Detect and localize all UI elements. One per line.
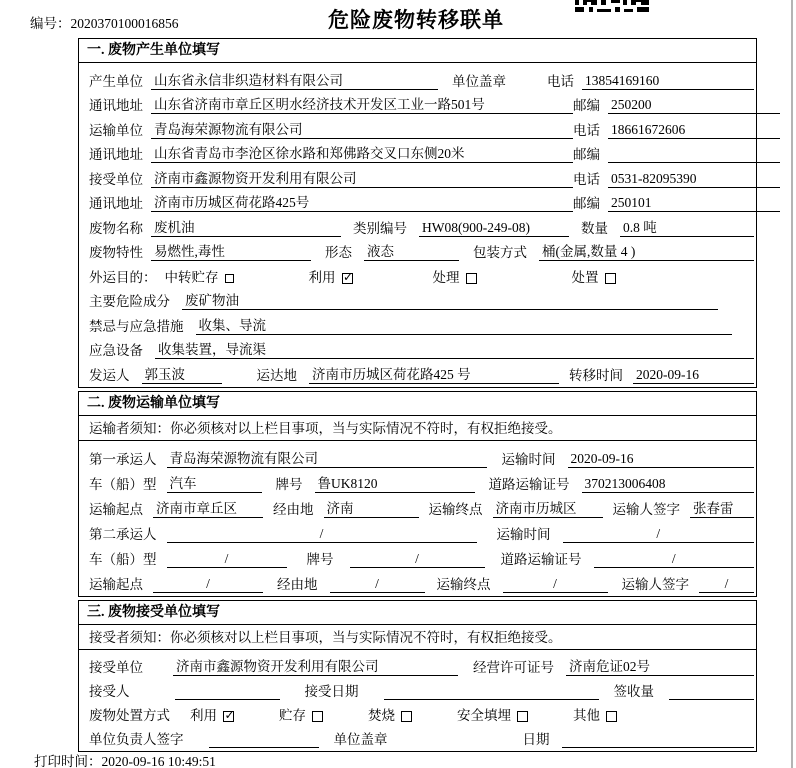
transporter-zip-value	[608, 146, 780, 163]
checkbox-checked-icon: ✓	[224, 707, 235, 722]
route2-sign-label: 运输人签字	[621, 576, 689, 592]
route1-start-label: 运输起点	[89, 501, 143, 517]
responsible-signature-label: 单位负责人签字	[89, 731, 184, 747]
route2-end-label: 运输终点	[436, 576, 491, 592]
producer-row	[89, 65, 754, 90]
vehicle2-plate-value: /	[350, 551, 485, 568]
checkbox-icon	[466, 273, 477, 284]
vehicle2-plate-label: 牌号	[306, 551, 334, 567]
carrier2-value: /	[167, 526, 477, 543]
waste-qty-value: 0.8 吨	[620, 220, 754, 237]
vehicle1-type-label: 车（船）型	[89, 476, 157, 492]
emergency-equipment-value: 收集装置，导流渠	[155, 342, 754, 359]
waste-name-row	[89, 212, 754, 237]
waste-props-value: 易燃性,毒性	[151, 244, 311, 261]
receiver-phone-label: 电话	[573, 171, 600, 187]
receiver-label: 接受单位	[89, 171, 143, 187]
route2-start-value: /	[153, 576, 263, 593]
signed-qty-label: 签收量	[613, 683, 654, 699]
destination-value: 济南市历城区荷花路425 号	[309, 367, 559, 384]
transporter-zip-label: 邮编	[573, 147, 600, 162]
section-transport	[78, 391, 757, 597]
section-receive	[78, 600, 757, 752]
emergency-measures-row	[89, 310, 754, 335]
document-header	[0, 0, 796, 38]
route1-sign-label: 运输人签字	[612, 501, 680, 517]
purpose-row	[89, 261, 754, 286]
hazard-row	[89, 286, 754, 311]
disposal-option-landfill: 安全填埋	[457, 707, 528, 724]
date-label: 日期	[522, 731, 550, 747]
print-time-label: 打印时间：	[34, 754, 102, 768]
section-receive-body	[79, 650, 756, 751]
dispatch-row	[89, 359, 754, 384]
receiver-zip-value: 250101	[608, 195, 780, 212]
producer-value: 山东省永信非织造材料有限公司	[151, 73, 438, 90]
accept-date-label: 接受日期	[304, 683, 359, 699]
receiver-row	[89, 163, 754, 188]
route1-via-value: 济南	[324, 501, 419, 518]
section-receive-title: 三. 废物接受单位填写	[79, 601, 756, 625]
producer-address-label: 通讯地址	[89, 98, 143, 113]
carrier1-time-label: 运输时间	[501, 451, 556, 467]
section-transport-title: 二. 废物运输单位填写	[79, 392, 756, 416]
receive-unit-label: 接受单位	[89, 659, 143, 675]
vehicle1-license-value: 370213006408	[582, 476, 755, 493]
page-edge-line	[791, 0, 793, 768]
carrier2-time-label: 运输时间	[496, 526, 551, 542]
vehicle2-type-value: /	[167, 551, 287, 568]
operating-license-value: 济南危证02号	[566, 659, 754, 676]
route2-start-label: 运输起点	[89, 576, 143, 592]
vehicle1-plate-value: 鲁UK8120	[315, 476, 475, 493]
unit-stamp-label: 单位盖章	[333, 731, 388, 747]
packing-value: 桶(金属,数量 4 )	[539, 244, 754, 261]
disposal-option-store: 贮存	[279, 707, 323, 724]
purpose-label: 外运目的：	[89, 269, 157, 285]
waste-form-value: 液态	[364, 244, 459, 261]
producer-address-row	[89, 90, 754, 115]
waste-category-value: HW08(900-249-08)	[419, 220, 569, 237]
disposal-row	[89, 700, 754, 724]
disposal-option-utilize: 利用 ✓	[190, 707, 235, 723]
waste-name-label: 废物名称	[89, 220, 143, 236]
document-number-label: 编号：	[30, 16, 71, 31]
checkbox-icon	[517, 711, 528, 722]
receive-notice: 接受者须知：你必须核对以上栏目事项，当与实际情况不符时，有权拒绝接受。	[79, 625, 756, 650]
disposal-option-other: 其他	[573, 707, 617, 724]
accept-row	[89, 676, 754, 700]
transporter-address-row	[89, 139, 754, 164]
route1-row	[89, 493, 754, 518]
hazard-label: 主要危险成分	[89, 294, 170, 309]
receiver-address-value: 济南市历城区荷花路425号	[151, 195, 573, 212]
print-time	[34, 750, 216, 768]
producer-phone-label: 电话	[547, 73, 574, 89]
document-number-value: 2020370100016856	[70, 16, 179, 31]
disposal-label: 废物处置方式	[89, 707, 170, 723]
transfer-time-label: 转移时间	[569, 367, 623, 383]
document-title: 危险废物转移联单	[328, 8, 504, 32]
section-producer	[78, 38, 757, 388]
transport-notice: 运输者须知：你必须核对以上栏目事项，当与实际情况不符时，有权拒绝接受。	[79, 416, 756, 441]
vehicle1-row	[89, 468, 754, 493]
signed-qty-value	[669, 683, 754, 700]
carrier2-row	[89, 518, 754, 543]
transporter-row	[89, 114, 754, 139]
purpose-option-utilize: 利用 ✓	[308, 269, 354, 285]
producer-stamp-label: 单位盖章	[452, 73, 506, 89]
carrier2-time-value: /	[563, 526, 755, 543]
route2-end-value: /	[503, 576, 608, 593]
print-time-value: 2020-09-16 10:49:51	[101, 754, 216, 768]
emergency-equipment-label: 应急设备	[89, 343, 143, 358]
producer-address-value: 山东省济南市章丘区明水经济技术开发区工业一路501号	[151, 97, 573, 114]
emergency-measures-value: 收集、导流	[196, 318, 733, 335]
waste-name-value: 废机油	[151, 220, 341, 237]
dispatcher-label: 发运人	[89, 367, 130, 383]
section-transport-body	[79, 441, 756, 596]
transporter-address-label: 通讯地址	[89, 147, 143, 162]
transporter-phone-value: 18661672606	[608, 122, 780, 139]
checkbox-icon	[225, 274, 234, 283]
waste-props-label: 废物特性	[89, 245, 143, 260]
transporter-address-value: 山东省青岛市李沧区徐水路和郑佛路交叉口东侧20米	[151, 146, 573, 163]
route1-via-label: 经由地	[273, 501, 314, 517]
route1-end-label: 运输终点	[428, 501, 483, 517]
date-value	[562, 731, 755, 748]
accept-date-value	[384, 683, 599, 700]
purpose-option-dispose: 处置	[572, 269, 616, 286]
waste-form-label: 形态	[325, 245, 352, 260]
carrier1-time-value: 2020-09-16	[568, 451, 755, 468]
receive-unit-value: 济南市鑫源物资开发利用有限公司	[173, 659, 458, 676]
producer-label: 产生单位	[89, 73, 143, 89]
accept-person-value	[175, 683, 280, 700]
transporter-label: 运输单位	[89, 122, 143, 138]
carrier1-label: 第一承运人	[89, 451, 157, 467]
receiver-phone-value: 0531-82095390	[608, 171, 780, 188]
waste-category-label: 类别编号	[353, 220, 407, 236]
carrier2-label: 第二承运人	[89, 526, 157, 542]
operating-license-label: 经营许可证号	[473, 659, 554, 675]
route1-sign-value: 张春雷	[690, 501, 754, 518]
vehicle2-row	[89, 543, 754, 568]
section-producer-body	[79, 63, 756, 387]
checkbox-icon	[401, 711, 412, 722]
route2-via-value: /	[330, 576, 425, 593]
receiver-address-row	[89, 188, 754, 213]
receiver-address-label: 通讯地址	[89, 196, 143, 211]
transporter-phone-label: 电话	[573, 122, 600, 138]
route1-start-value: 济南市章丘区	[153, 501, 263, 518]
producer-phone-value: 13854169160	[582, 73, 754, 90]
emergency-measures-label: 禁忌与应急措施	[89, 318, 184, 334]
disposal-option-incinerate: 焚烧	[368, 707, 412, 724]
responsible-signature-value	[209, 731, 319, 748]
checkbox-checked-icon: ✓	[342, 269, 354, 284]
accept-person-label: 接受人	[89, 683, 130, 699]
route1-end-value: 济南市历城区	[493, 501, 603, 518]
vehicle1-type-value: 汽车	[167, 476, 262, 493]
carrier1-row	[89, 443, 754, 468]
vehicle2-type-label: 车（船）型	[89, 551, 157, 567]
checkbox-icon	[606, 711, 617, 722]
signature-row	[89, 724, 754, 748]
packing-label: 包装方式	[473, 245, 527, 260]
vehicle1-license-label: 道路运输证号	[488, 476, 570, 492]
manifest-form	[78, 38, 757, 755]
dispatcher-value: 郭玉波	[142, 367, 222, 384]
destination-label: 运达地	[256, 367, 297, 383]
route2-via-label: 经由地	[277, 576, 318, 592]
purpose-option-treat: 处理	[433, 269, 477, 286]
checkbox-icon	[605, 273, 616, 284]
receiver-value: 济南市鑫源物资开发利用有限公司	[151, 171, 573, 188]
vehicle2-license-label: 道路运输证号	[500, 551, 582, 567]
transporter-value: 青岛海荣源物流有限公司	[151, 122, 573, 139]
purpose-option-transfer-storage: 中转贮存	[165, 269, 234, 286]
receiver-zip-label: 邮编	[573, 196, 600, 211]
section-producer-title: 一. 废物产生单位填写	[79, 39, 756, 63]
emergency-equipment-row	[89, 335, 754, 360]
vehicle1-plate-label: 牌号	[275, 476, 303, 492]
carrier1-value: 青岛海荣源物流有限公司	[167, 451, 487, 468]
checkbox-icon	[312, 711, 323, 722]
transfer-time-value: 2020-09-16	[633, 367, 754, 384]
waste-props-row	[89, 237, 754, 262]
document-number	[30, 12, 179, 32]
route2-sign-value: /	[699, 576, 754, 593]
route2-row	[89, 568, 754, 593]
hazard-value: 废矿物油	[182, 293, 718, 310]
receive-unit-row	[89, 652, 754, 676]
producer-zip-value: 250200	[608, 97, 780, 114]
producer-zip-label: 邮编	[573, 98, 600, 113]
waste-qty-label: 数量	[581, 220, 608, 236]
vehicle2-license-value: /	[594, 551, 755, 568]
